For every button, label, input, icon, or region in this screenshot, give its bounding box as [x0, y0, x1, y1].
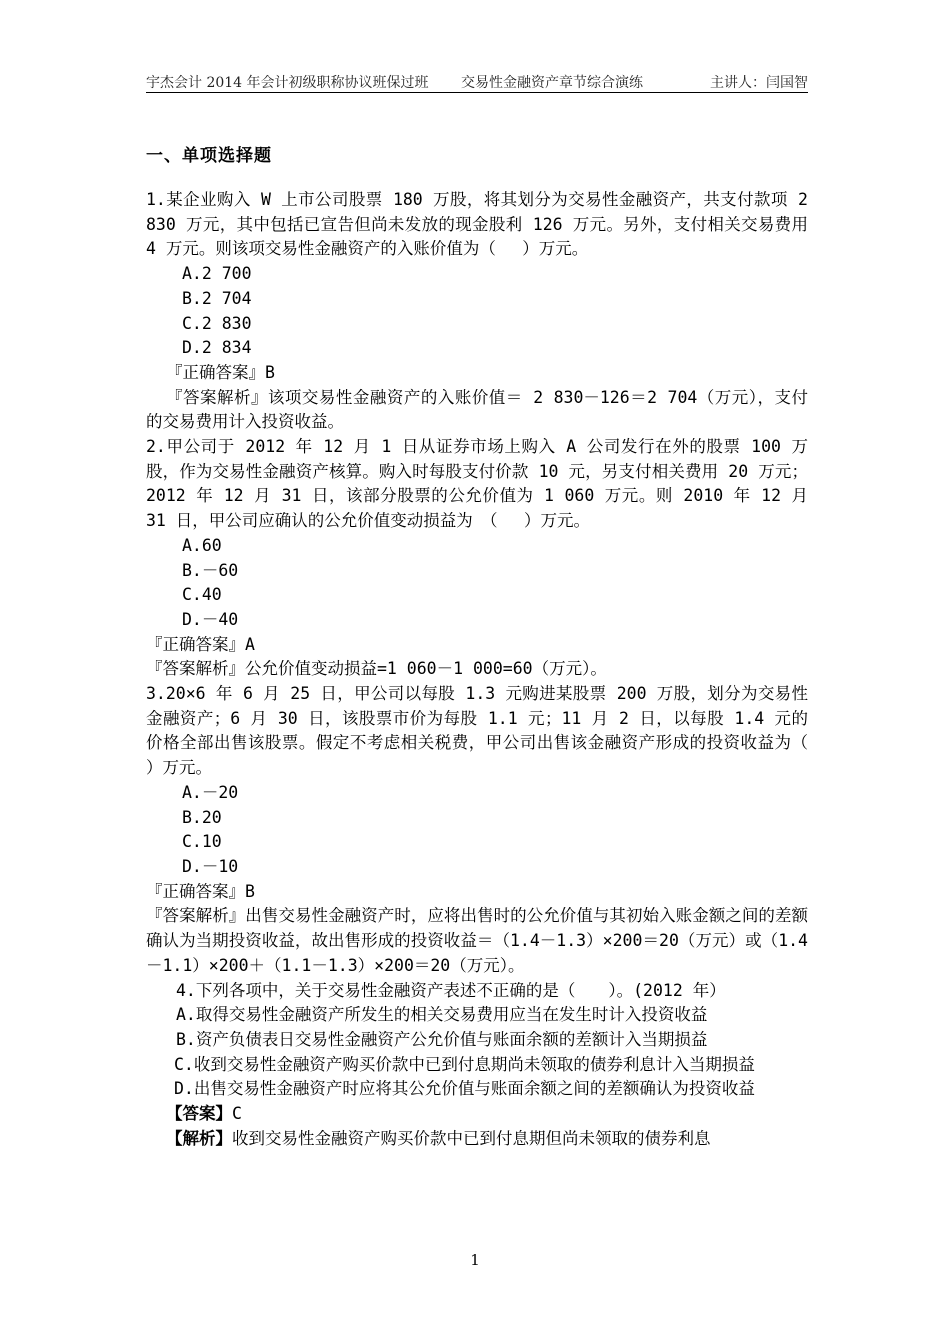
- option-d: D.－10: [182, 856, 239, 876]
- question-4: [146, 979, 808, 1152]
- page-header: [146, 70, 808, 93]
- question-stem: 2.甲公司于 2012 年 12 月 1 日从证券市场上购入 A 公司发行在外的股票 100 万股，作为交易性金融资产核算。购入时每股支付价款 10 元，另支付相关费用 20 万元；2012 年 12 月 31 日，该部分股票的公允价值为 1 060 万元。则 2010 年 12 月 31 日，甲公司应确认的公允价值变动损益为 （ ）万元。: [146, 437, 808, 531]
- answer-analysis: 『答案解析』公允价值变动损益=1 060－1 000=60（万元）。: [146, 659, 607, 679]
- option-a: A.取得交易性金融资产所发生的相关交易费用应当在发生时计入投资收益: [176, 1005, 708, 1025]
- option-a: A.2 700: [182, 264, 252, 284]
- option-b: B.－60: [182, 560, 239, 580]
- option-a: A.－20: [182, 782, 239, 802]
- option-c: C.2 830: [182, 313, 252, 333]
- option-d: D.2 834: [182, 338, 252, 358]
- document-body: [146, 188, 835, 1151]
- correct-answer: 『正确答案』B: [146, 881, 255, 901]
- option-c: C.10: [182, 832, 222, 852]
- answer-label: 【答案】: [166, 1104, 232, 1124]
- header-lecturer: 主讲人：闫国智: [710, 75, 808, 91]
- question-stem: 4.下列各项中，关于交易性金融资产表述不正确的是（ ）。(2012 年）: [176, 980, 726, 1000]
- answer-analysis: [146, 1127, 808, 1152]
- question-3: [146, 682, 835, 978]
- question-stem: 3.20×6 年 6 月 25 日，甲公司以每股 1.3 元购进某股票 200 万股，划分为交易性金融资产；6 月 30 日，该股票市价为每股 1.1 元；11 月 2 日，以每股 1.4 元的价格全部出售该股票。假定不考虑相关税费，甲公司出售该金融资产形成的投资收益为（ ）万元。: [146, 684, 835, 778]
- option-a: A.60: [182, 535, 222, 555]
- answer-analysis: 『答案解析』出售交易性金融资产时，应将出售时的公允价值与其初始入账金额之间的差额确认为当期投资收益，故出售形成的投资收益＝（1.4－1.3）×200＝20（万元）或（1.4－1.1）×200＋（1.1－1.3）×200＝20（万元）。: [146, 906, 808, 975]
- correct-answer: 『正确答案』A: [146, 634, 255, 654]
- analysis-label: 【解析】: [166, 1128, 232, 1148]
- option-b: B.资产负债表日交易性金融资产公允价值与账面余额的差额计入当期损益: [176, 1029, 708, 1049]
- option-d: D.出售交易性金融资产时应将其公允价值与账面余额之间的差额确认为投资收益: [174, 1079, 755, 1099]
- header-course-title: 宇杰会计 2014 年会计初级职称协议班保过班: [146, 75, 429, 91]
- option-b: B.2 704: [182, 288, 252, 308]
- question-1: [146, 188, 808, 435]
- question-stem: 1.某企业购入 W 上市公司股票 180 万股，将其划分为交易性金融资产，共支付款项 2 830 万元，其中包括已宣告但尚未发放的现金股利 126 万元。另外，支付相关交易费用 4 万元。则该项交易性金融资产的入账价值为（ ）万元。: [146, 190, 808, 259]
- analysis-text: 收到交易性金融资产购买价款中已到付息期但尚未领取的债券利息: [232, 1128, 711, 1148]
- answer-value: C: [232, 1104, 242, 1124]
- option-b: B.20: [182, 807, 222, 827]
- question-2: [146, 435, 808, 682]
- correct-answer: [146, 1102, 808, 1127]
- correct-answer: 『正确答案』B: [166, 362, 275, 382]
- answer-analysis: 『答案解析』该项交易性金融资产的入账价值＝ 2 830－126＝2 704（万元），支付的交易费用计入投资收益。: [146, 387, 808, 432]
- page-number: 1: [470, 1251, 480, 1269]
- option-c: C.收到交易性金融资产购买价款中已到付息期尚未领取的债券利息计入当期损益: [174, 1054, 755, 1074]
- section-title: 一、单项选择题: [146, 146, 272, 166]
- option-d: D.－40: [182, 609, 239, 629]
- header-chapter-title: 交易性金融资产章节综合演练: [461, 75, 643, 91]
- option-c: C.40: [182, 585, 222, 605]
